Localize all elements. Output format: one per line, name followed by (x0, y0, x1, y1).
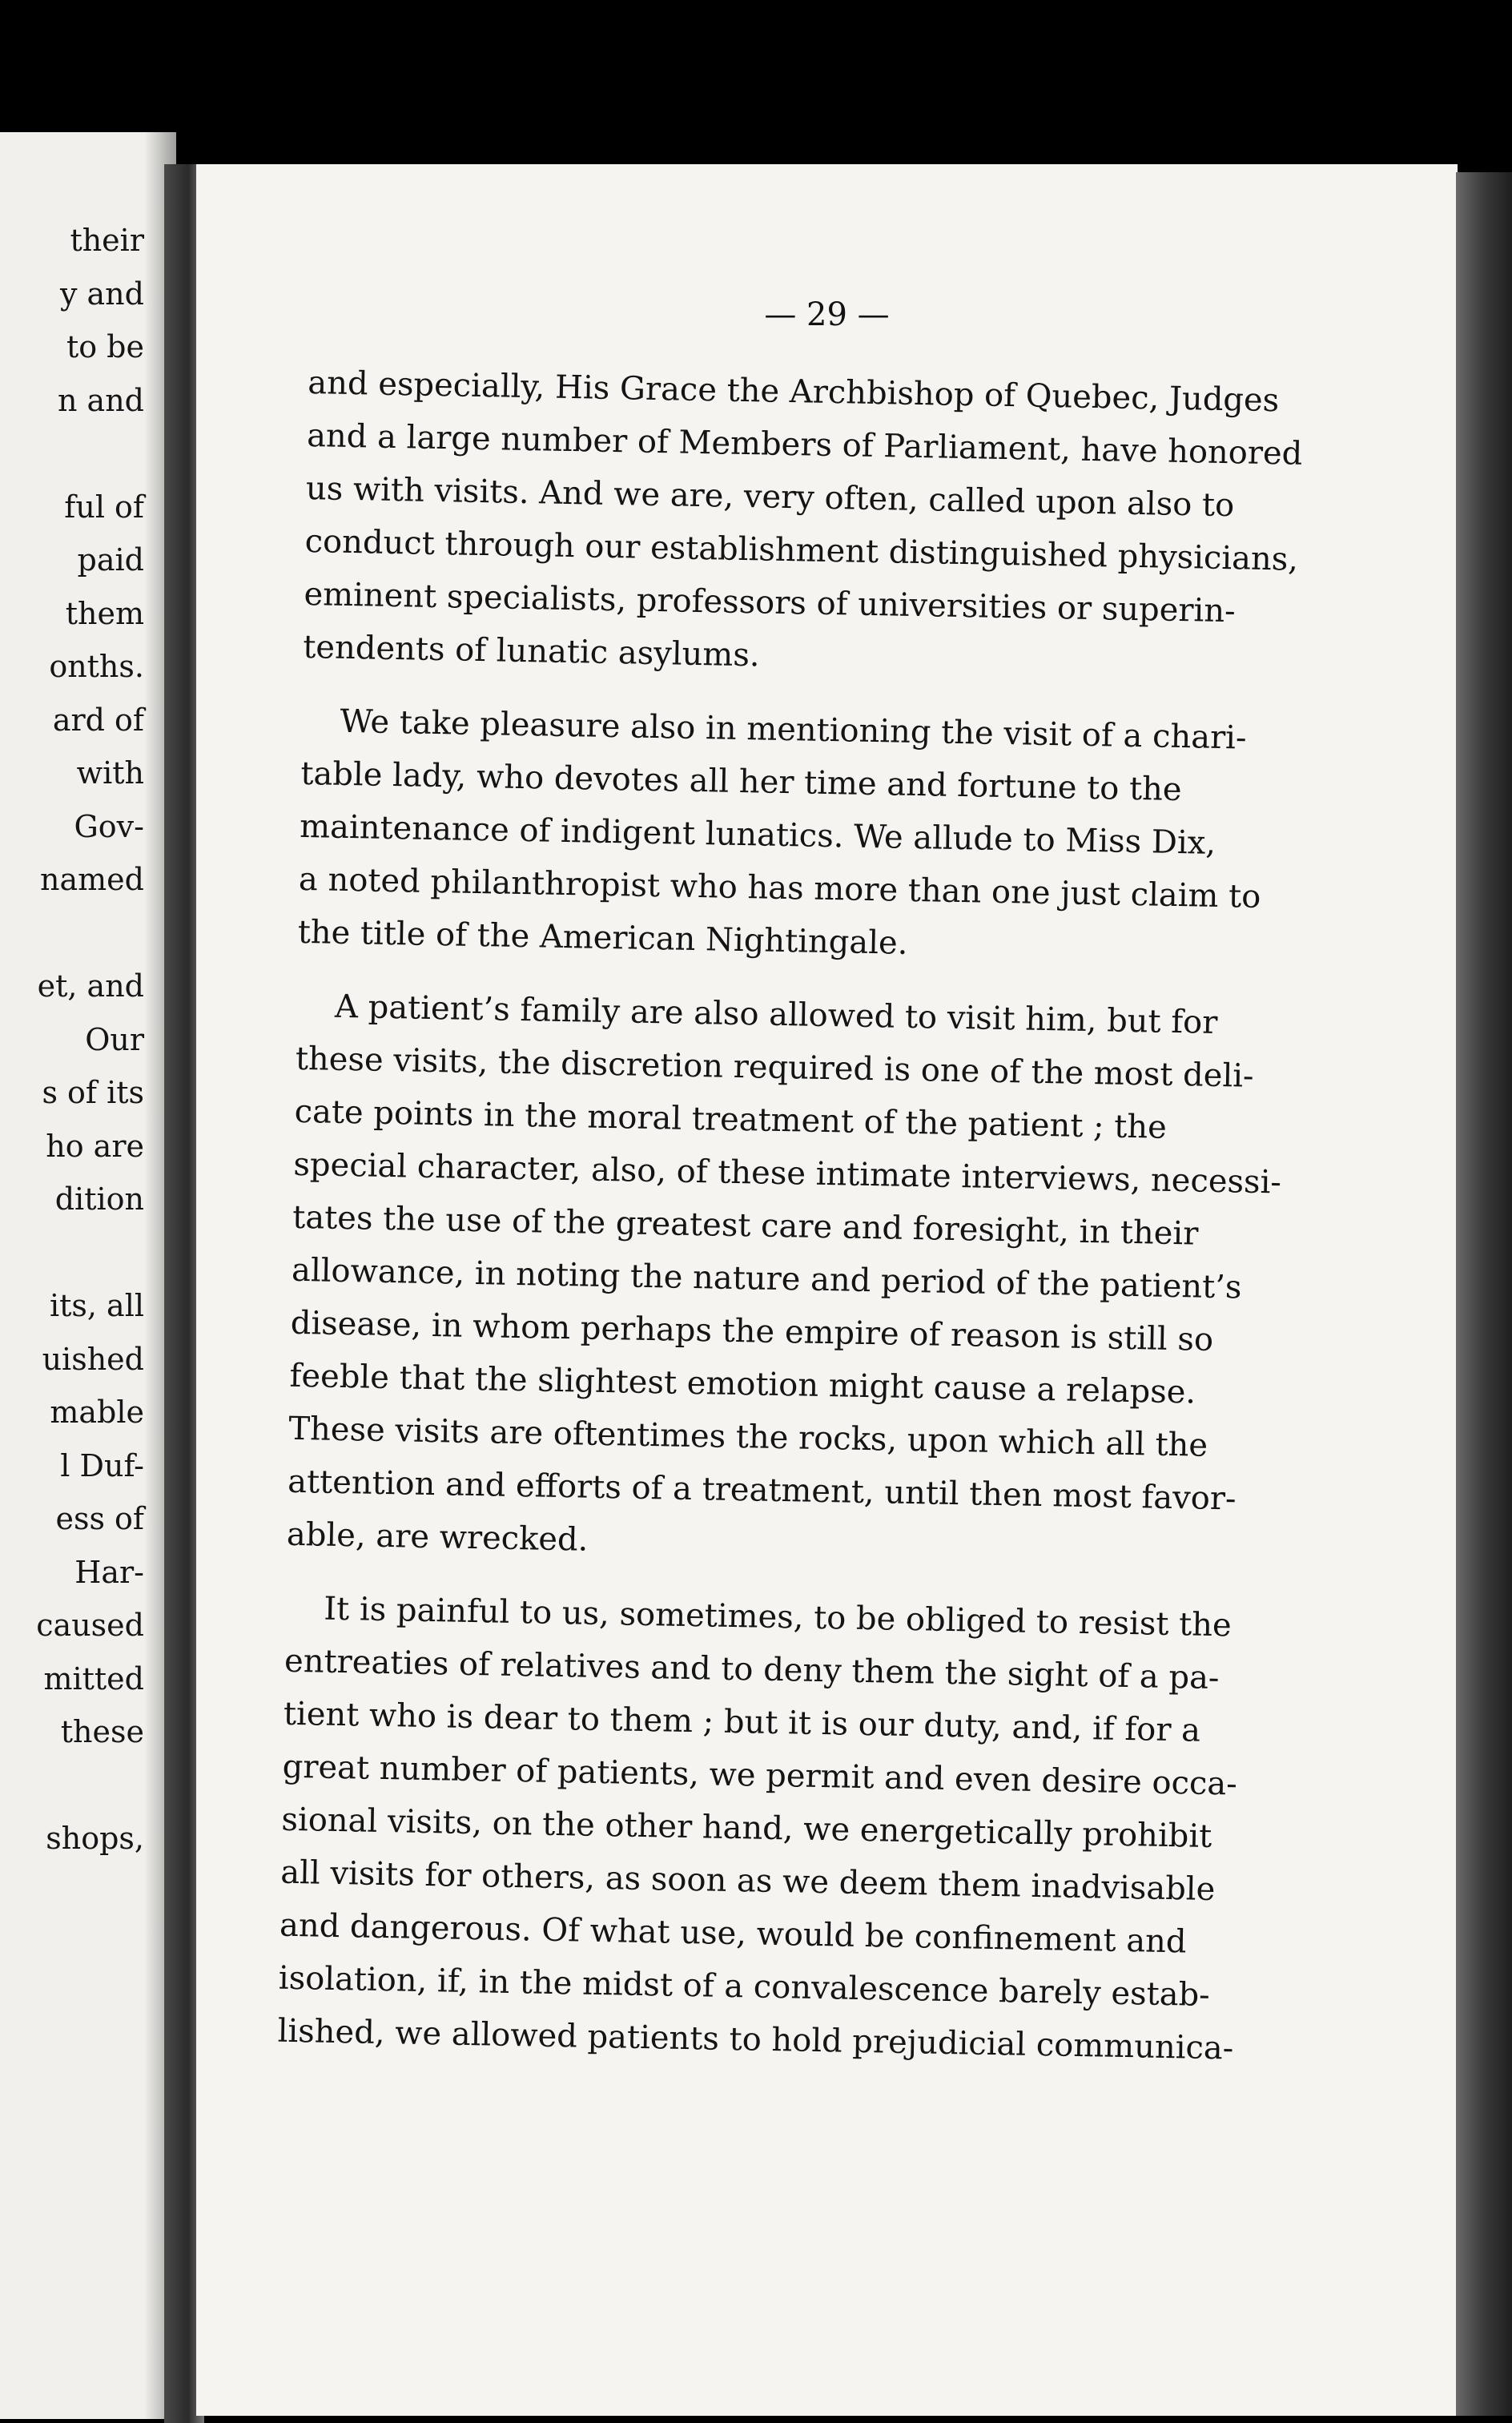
text-line: These visits are oftentimes the rocks, upon which all the (288, 1410, 1208, 1464)
facing-page-line: s of its (42, 1075, 144, 1110)
paragraph (277, 1582, 1399, 2078)
facing-page-line: Gov- (74, 808, 144, 844)
text-line: entreaties of relatives and to deny them the sight of a pa- (284, 1642, 1220, 1697)
page-body-text (277, 356, 1422, 2078)
facing-page-line: paid (77, 542, 144, 578)
facing-page-line: Our (85, 1021, 144, 1057)
text-line: and dangerous. Of what use, would be confinement and (279, 1906, 1187, 1961)
text-line: us with visits. And we are, very often, called upon also to (305, 469, 1235, 525)
text-line: It is painful to us, sometimes, to be obliged to resist the (323, 1590, 1233, 1644)
page-29 (196, 164, 1458, 2416)
paragraph (297, 694, 1415, 979)
text-line: eminent specialists, professors of universities or superin- (304, 575, 1237, 630)
text-line: disease, in whom perhaps the empire of reason is still so (290, 1304, 1214, 1358)
text-line: We take pleasure also in mentioning the visit of a chari- (340, 702, 1247, 757)
facing-page-line: named (40, 862, 144, 897)
facing-page-line: caused (36, 1608, 144, 1643)
facing-page-line: Har- (74, 1554, 144, 1590)
facing-page-line: ho are (46, 1128, 144, 1164)
text-line: a noted philanthropist who has more than one just claim to (298, 860, 1261, 916)
facing-page-line: onths. (49, 649, 144, 684)
text-line: tendents of lunatic asylums. (302, 628, 760, 674)
facing-page-line: these (60, 1714, 144, 1749)
facing-page-line: them (65, 595, 144, 631)
facing-page-line: et, and (37, 968, 144, 1004)
facing-page-line: ard of (52, 702, 144, 738)
text-line: tient who is dear to them ; but it is our duty, and, if for a (283, 1695, 1201, 1749)
text-line: allowance, in noting the nature and period of the patient’s (291, 1251, 1242, 1306)
facing-page-line: shops, (46, 1821, 144, 1856)
text-line: lished, we allowed patients to hold prejudicial communica- (277, 2012, 1234, 2067)
facing-page-line: mable (50, 1395, 144, 1430)
text-line: sional visits, on the other hand, we energetically prohibit (281, 1801, 1212, 1855)
facing-page-line: ess of (55, 1501, 144, 1536)
facing-page-line: its, all (49, 1288, 144, 1323)
text-line: great number of patients, we permit and even desire occa- (282, 1748, 1238, 1803)
paragraph (286, 980, 1409, 1581)
facing-page-line: l Duf- (60, 1447, 144, 1483)
text-line: cate points in the moral treatment of the patient ; the (294, 1093, 1168, 1146)
facing-page-line: to be (66, 329, 144, 364)
text-line: special character, also, of these intimate interviews, necessi- (293, 1145, 1282, 1201)
text-line: table lady, who devotes all her time and fortune to the (300, 755, 1183, 809)
text-line: conduct through our establishment distinguished physicians, (304, 522, 1299, 578)
facing-page-line: uished (42, 1341, 144, 1377)
text-line: tates the use of the greatest care and foresight, in their (292, 1198, 1199, 1253)
text-line: and a large number of Members of Parliament, have honored (306, 417, 1303, 473)
text-line: A patient’s family are also allowed to visit him, but for (334, 988, 1218, 1041)
facing-page-line: dition (54, 1181, 144, 1217)
page-stack-edge (1456, 172, 1512, 2416)
text-line: able, are wrecked. (286, 1515, 589, 1559)
text-line: these visits, the discretion required is one of the most deli- (295, 1040, 1254, 1095)
text-line: attention and efforts of a treatment, until then most favor- (287, 1463, 1237, 1518)
text-line: feeble that the slightest emotion might cause a relapse. (289, 1357, 1196, 1411)
text-line: all visits for others, as soon as we deem them inadvisable (279, 1853, 1216, 1909)
page-number: — 29 — (764, 296, 890, 333)
text-line: and especially, His Grace the Archbishop of Quebec, Judges (307, 364, 1280, 420)
paragraph (303, 356, 1422, 694)
facing-page-line: y and (59, 276, 144, 312)
text-line: isolation, if, in the midst of a convalescence barely estab- (278, 1959, 1211, 2014)
text-line: the title of the American Nightingale. (297, 913, 908, 962)
facing-page-line: their (70, 223, 144, 258)
facing-page-line: mitted (43, 1660, 144, 1697)
facing-page-line: n and (57, 382, 144, 418)
facing-page-line: with (76, 755, 144, 791)
facing-page-line: ful of (64, 489, 144, 525)
text-line: maintenance of indigent lunatics. We allude to Miss Dix, (299, 807, 1216, 862)
facing-page-left (0, 132, 176, 2419)
